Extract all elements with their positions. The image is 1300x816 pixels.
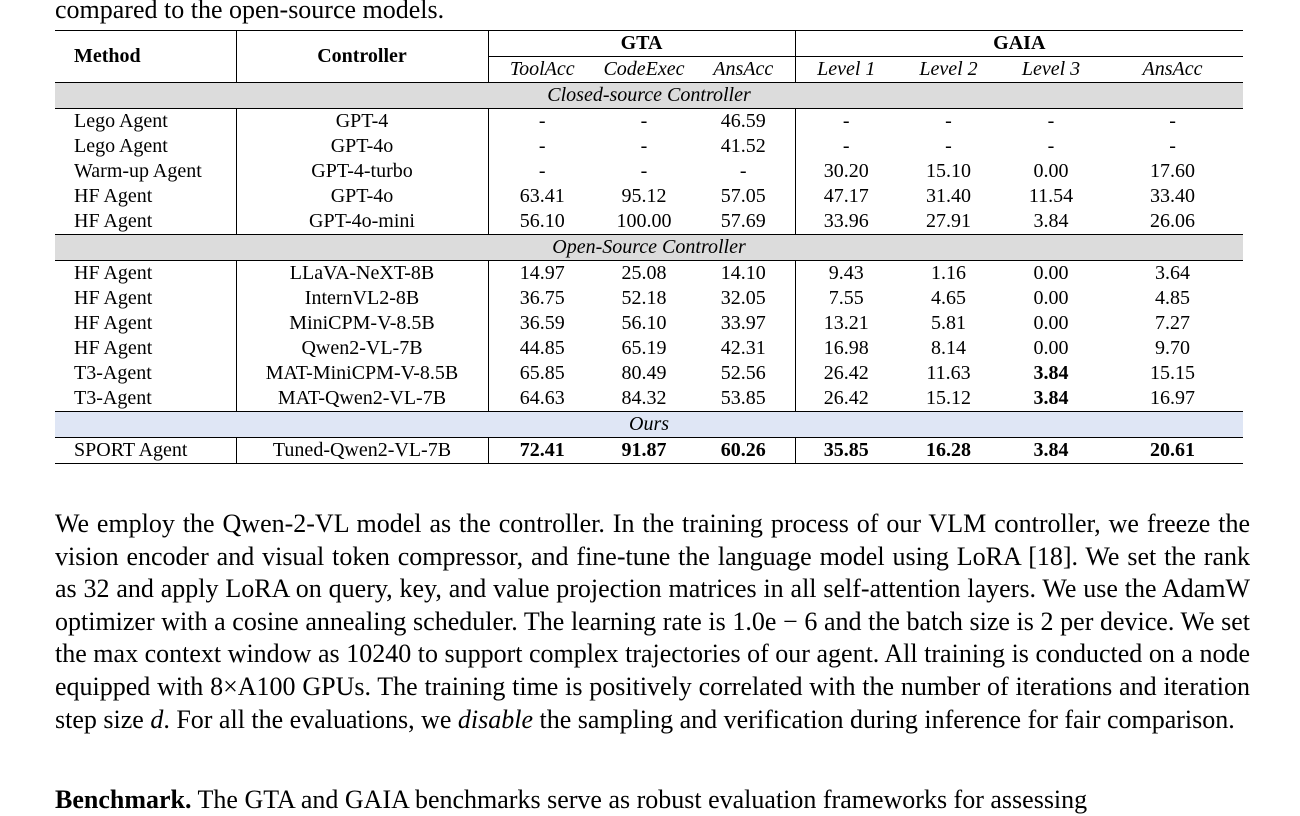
cell-controller: LLaVA-NeXT-8B <box>236 261 488 287</box>
cell-method: T3-Agent <box>55 361 236 386</box>
cell-gaia-level2: 16.28 <box>897 438 1000 464</box>
table-row <box>55 159 1243 184</box>
cell-gta-toolacc: 64.63 <box>519 387 565 409</box>
table-row <box>55 134 1243 159</box>
cell-gta-ansacc: 46.59 <box>692 109 795 135</box>
cell-gta-ansacc: 57.05 <box>692 184 795 209</box>
cell-gta-ansacc: 41.52 <box>692 134 795 159</box>
cell-gaia-level1: 9.43 <box>828 262 864 284</box>
table-row <box>55 261 1243 287</box>
section-header-row <box>55 235 1243 261</box>
top-text-line: compared to the open-source models. <box>55 0 445 24</box>
table-row <box>55 109 1243 135</box>
section-header-row <box>55 412 1243 438</box>
para-part5: . For all the evaluations, we <box>163 704 458 734</box>
cell-gaia-ansacc: 4.85 <box>1155 287 1191 309</box>
cell-gta-toolacc: - <box>538 160 546 182</box>
cell-gaia-level2: 31.40 <box>926 185 971 207</box>
cell-gaia-level2: 15.10 <box>926 160 971 182</box>
cell-gta-ansacc: 57.69 <box>692 209 795 235</box>
section-title: Ours <box>55 412 1243 438</box>
cell-gta-toolacc: 36.59 <box>519 312 565 334</box>
cell-gaia-level3: 11.54 <box>1028 185 1074 207</box>
cell-gaia-ansacc: - <box>1169 135 1176 157</box>
cell-gaia-level2: 1.16 <box>931 262 966 284</box>
step-size-variable: d <box>150 704 164 734</box>
section-title: Closed-source Controller <box>55 83 1243 109</box>
cell-method: Lego Agent <box>55 134 236 159</box>
cell-gaia-level3: 3.84 <box>1033 362 1069 384</box>
cell-gta-ansacc: 60.26 <box>692 438 795 464</box>
cell-gaia-level3: 3.84 <box>1033 387 1069 409</box>
para-part4: GPUs. The training time is positively correlated with the number of iterations and iteration step size <box>55 671 1250 734</box>
cell-gaia-level2: 8.14 <box>931 337 966 359</box>
cell-gta-codeexec: 91.87 <box>596 438 692 464</box>
cell-gta-toolacc: 65.85 <box>519 362 565 384</box>
cell-method: HF Agent <box>55 184 236 209</box>
cell-gaia-level3: 0.00 <box>1033 287 1069 309</box>
cell-gaia-level2: 4.65 <box>931 287 966 309</box>
cell-controller: MiniCPM-V-8.5B <box>236 311 488 336</box>
cell-controller: GPT-4o-mini <box>236 209 488 235</box>
cell-gaia-level3: 0.00 <box>1033 337 1069 359</box>
results-table <box>55 30 1243 464</box>
cell-gaia-level1: 35.85 <box>795 438 897 464</box>
cell-gaia-ansacc: 15.15 <box>1150 362 1196 384</box>
cell-gta-codeexec: 56.10 <box>621 312 667 334</box>
table-row <box>55 286 1243 311</box>
cell-controller: GPT-4o <box>236 134 488 159</box>
cell-gta-codeexec: 95.12 <box>621 185 667 207</box>
cell-gaia-ansacc: 20.61 <box>1102 438 1243 464</box>
header-gaia: GAIA <box>795 31 1243 57</box>
cell-gaia-ansacc: 9.70 <box>1155 337 1191 359</box>
para-part6: the sampling and verification during inference for fair comparison. <box>533 704 1235 734</box>
cell-gaia-level3: 0.00 <box>1033 312 1069 334</box>
cell-gta-codeexec: 100.00 <box>616 210 672 232</box>
cell-gta-toolacc: 44.85 <box>519 337 565 359</box>
benchmark-text: The GTA and GAIA benchmarks serve as robust evaluation frameworks for assessing <box>191 785 1088 814</box>
cell-controller: Tuned-Qwen2-VL-7B <box>236 438 488 464</box>
benchmark-line <box>55 784 1087 816</box>
table-row <box>55 386 1243 412</box>
cell-method: SPORT Agent <box>55 438 236 464</box>
cell-method: Warm-up Agent <box>55 159 236 184</box>
cell-gaia-ansacc: 16.97 <box>1150 387 1196 409</box>
cell-gta-toolacc: 14.97 <box>519 262 565 284</box>
cell-gta-ansacc: 32.05 <box>692 286 795 311</box>
cell-gta-codeexec: 52.18 <box>621 287 667 309</box>
cell-gaia-level3: - <box>1047 135 1055 157</box>
section-title: Open-Source Controller <box>55 235 1243 261</box>
cell-gaia-level2: 27.91 <box>926 210 971 232</box>
cell-gta-codeexec: 25.08 <box>621 262 667 284</box>
cell-gaia-level1: 26.42 <box>823 387 869 409</box>
header-controller: Controller <box>236 31 488 83</box>
para-part1: We employ the Qwen-2-VL model as the controller. In the training process of our VLM controller, we freeze the vision encoder and visual token compressor, and fine-tune the language model using LoRA [18]. We set the rank as 32 and apply LoRA on query, key, and value projection matrices in all self-attention layers. We use the AdamW optimizer with a cosine annealing scheduler. The learning rate is <box>55 509 1250 636</box>
cell-gaia-level1: - <box>842 110 850 132</box>
cell-gta-codeexec: 84.32 <box>621 387 667 409</box>
table-row <box>55 311 1243 336</box>
emphasis-disable: disable <box>457 704 534 734</box>
cell-gta-toolacc: 63.41 <box>519 185 565 207</box>
cell-gaia-level3: 0.00 <box>1033 262 1069 284</box>
cell-gaia-level1: 33.96 <box>823 210 869 232</box>
header-gta-codeexec: CodeExec <box>603 58 685 80</box>
header-method: Method <box>55 31 236 83</box>
cell-method: HF Agent <box>55 261 236 287</box>
cell-gaia-level2: 5.81 <box>931 312 966 334</box>
cell-method: HF Agent <box>55 286 236 311</box>
benchmark-heading: Benchmark. <box>55 785 192 814</box>
cell-gta-toolacc: - <box>538 110 546 132</box>
cell-controller: Qwen2-VL-7B <box>236 336 488 361</box>
cell-gta-codeexec: - <box>640 110 648 132</box>
cell-gaia-ansacc: 3.64 <box>1155 262 1191 284</box>
cell-gaia-level1: 47.17 <box>823 185 869 207</box>
cell-gaia-level1: 16.98 <box>823 337 869 359</box>
cell-gaia-level2: 11.63 <box>926 362 971 384</box>
cell-gaia-ansacc: 7.27 <box>1155 312 1191 334</box>
cell-controller: MAT-MiniCPM-V-8.5B <box>236 361 488 386</box>
cell-gaia-ansacc: 26.06 <box>1150 210 1196 232</box>
cell-gta-toolacc: - <box>538 135 546 157</box>
cell-controller: GPT-4 <box>236 109 488 135</box>
cell-gaia-level3: - <box>1047 110 1055 132</box>
body-paragraph <box>55 508 1250 736</box>
table-row <box>55 438 1243 464</box>
section-header-row <box>55 83 1243 109</box>
cell-gta-toolacc: 56.10 <box>519 210 565 232</box>
gpu-value: 8×A100 <box>210 671 296 701</box>
cell-gta-ansacc: 33.97 <box>692 311 795 336</box>
header-gta: GTA <box>488 31 795 57</box>
header-gaia-level1: Level 1 <box>817 58 876 80</box>
cell-gta-codeexec: 80.49 <box>621 362 667 384</box>
cell-gaia-ansacc: - <box>1169 110 1176 132</box>
cell-controller: GPT-4o <box>236 184 488 209</box>
cell-method: HF Agent <box>55 336 236 361</box>
cell-gta-codeexec: - <box>640 135 648 157</box>
cell-method: HF Agent <box>55 209 236 235</box>
cell-gta-ansacc: - <box>692 159 795 184</box>
header-gaia-level3: Level 3 <box>1021 58 1081 80</box>
cell-gta-ansacc: 53.85 <box>692 386 795 412</box>
cell-controller: MAT-Qwen2-VL-7B <box>236 386 488 412</box>
cell-gta-ansacc: 42.31 <box>692 336 795 361</box>
cell-method: HF Agent <box>55 311 236 336</box>
cell-method: T3-Agent <box>55 386 236 412</box>
cell-controller: GPT-4-turbo <box>236 159 488 184</box>
para-part2: and the batch size is 2 per device. We set the max context window as <box>55 606 1251 669</box>
cell-gaia-level1: 7.55 <box>828 287 864 309</box>
cell-gta-ansacc: 52.56 <box>692 361 795 386</box>
table-row <box>55 336 1243 361</box>
cell-method: Lego Agent <box>55 109 236 135</box>
table-row <box>55 361 1243 386</box>
cell-gaia-level3: 3.84 <box>1000 438 1102 464</box>
cell-gaia-level1: 26.42 <box>823 362 869 384</box>
table-row <box>55 184 1243 209</box>
cell-gta-toolacc: 36.75 <box>519 287 565 309</box>
cell-gaia-ansacc: 33.40 <box>1150 185 1196 207</box>
context-window-value: 10240 <box>346 639 412 669</box>
header-gaia-level2: Level 2 <box>919 58 978 80</box>
header-gaia-ansacc: AnsAcc <box>1142 58 1203 80</box>
cell-gaia-level2: - <box>945 110 952 132</box>
learning-rate-value: 1.0e − 6 <box>732 606 818 636</box>
cell-gaia-level2: - <box>945 135 952 157</box>
cell-gaia-level2: 15.12 <box>926 387 971 409</box>
cell-controller: InternVL2-8B <box>236 286 488 311</box>
cell-gaia-level3: 0.00 <box>1033 160 1069 182</box>
cell-gta-codeexec: - <box>640 160 648 182</box>
header-gta-toolacc: ToolAcc <box>509 58 575 80</box>
cell-gaia-level1: 30.20 <box>823 160 869 182</box>
cell-gta-ansacc: 14.10 <box>692 261 795 287</box>
cell-gta-toolacc: 72.41 <box>488 438 596 464</box>
cell-gaia-ansacc: 17.60 <box>1150 160 1196 182</box>
para-part3: to support complex trajectories of our agent. All training is conducted on a node equipped with <box>55 639 1250 701</box>
header-gta-ansacc: AnsAcc <box>692 57 795 83</box>
cell-gaia-level1: 13.21 <box>823 312 869 334</box>
cell-gaia-level3: 3.84 <box>1033 210 1069 232</box>
cell-gaia-level1: - <box>842 135 850 157</box>
cell-gta-codeexec: 65.19 <box>621 337 667 359</box>
table-body <box>55 83 1243 464</box>
table-row <box>55 209 1243 235</box>
